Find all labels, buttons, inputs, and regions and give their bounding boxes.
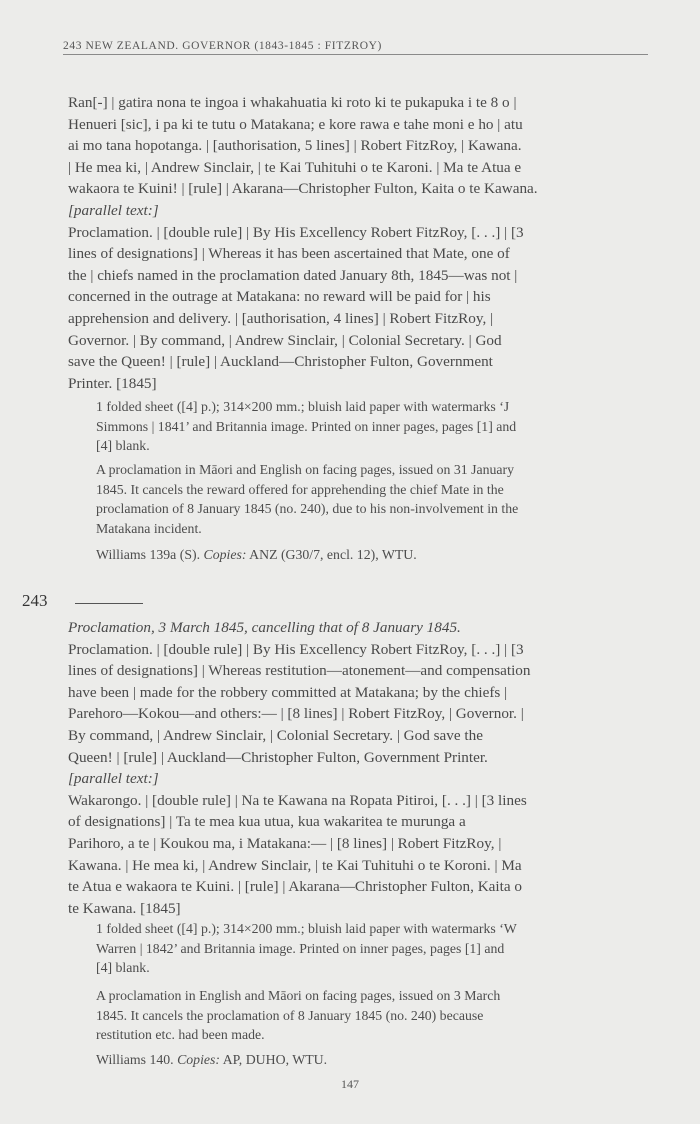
- entry2-line: [parallel text:]: [68, 770, 159, 788]
- entry2-line: Kawana. | He mea ki, | Andrew Sinclair, | te Kai Tuhituhi o te Koroni. | Ma: [68, 856, 522, 874]
- entry2-physical-note: [96, 919, 647, 978]
- note-line: Matakana incident.: [96, 520, 202, 536]
- running-head: 243 NEW ZEALAND. GOVERNOR (1843-1845 : FITZROY): [63, 40, 648, 55]
- note-line: Warren | 1842’ and Britannia image. Printed on inner pages, pages [1] and: [96, 940, 505, 956]
- entry1-reference: [96, 545, 647, 565]
- entry2-reference: [96, 1050, 647, 1070]
- entry2-line: te Kawana. [1845]: [68, 899, 181, 917]
- note-line: proclamation of 8 January 1845 (no. 240), due to his non-involvement in the: [96, 501, 519, 516]
- entry1-line: Proclamation. | [double rule] | By His Excellency Robert FitzRoy, [. . .] | [3: [68, 223, 524, 241]
- entry1-body: [68, 92, 648, 394]
- entry2-description-note: [96, 986, 647, 1045]
- note-line: 1845. It cancels the reward offered for apprehending the chief Mate in the: [96, 481, 504, 497]
- note-line: [4] blank.: [96, 438, 150, 453]
- note-line: 1 folded sheet ([4] p.); 314×200 mm.; bluish laid paper with watermarks ‘J: [96, 399, 510, 414]
- reference-source: Williams 140.: [96, 1052, 174, 1067]
- entry2-line: Parehoro—Kokou—and others:— | [8 lines] | Robert FitzRoy, | Governor. |: [68, 705, 524, 723]
- note-line: restitution etc. had been made.: [96, 1027, 265, 1042]
- entry1-line: apprehension and delivery. | [authorisation, 4 lines] | Robert FitzRoy, |: [68, 309, 494, 327]
- entry2-line: Wakarongo. | [double rule] | Na te Kawana na Ropata Pitiroi, [. . .] | [3 lines: [68, 791, 527, 809]
- entry1-description-note: [96, 460, 647, 538]
- entry1-line: save the Queen! | [rule] | Auckland—Christopher Fulton, Government: [68, 353, 493, 371]
- copies-label: Copies:: [203, 547, 247, 562]
- note-line: A proclamation in Māori and English on facing pages, issued on 31 January: [96, 462, 515, 477]
- entry1-line: Ran[-] | gatira nona te ingoa i whakahuatia ki roto ki te pukapuka i te 8 o |: [68, 94, 517, 111]
- entry2-body: [68, 617, 648, 919]
- entry2-line: By command, | Andrew Sinclair, | Colonial Secretary. | God save the: [68, 726, 483, 744]
- entry1-line: | He mea ki, | Andrew Sinclair, | te Kai Tuhituhi o te Karoni. | Ma te Atua e: [68, 158, 522, 176]
- entry-number: 243: [22, 591, 48, 610]
- entry1-line: Governor. | By command, | Andrew Sinclair, | Colonial Secretary. | God: [68, 331, 502, 349]
- entry1-line: wakaora te Kuini! | [rule] | Akarana—Christopher Fulton, Kaita o te Kawana.: [68, 180, 538, 198]
- entry2-line: Queen! | [rule] | Auckland—Christopher Fulton, Government Printer.: [68, 748, 488, 766]
- entry1-line: concerned in the outrage at Matakana: no reward will be paid for | his: [68, 288, 491, 306]
- entry1-line: Henueri [sic], i pa ki te tutu o Matakana; e kore rawa e tahe moni e ho | atu: [68, 115, 523, 133]
- entry2-line: te Atua e wakaora te Kuini. | [rule] | Akarana—Christopher Fulton, Kaita o: [68, 878, 522, 896]
- note-line: [4] blank.: [96, 960, 150, 975]
- copies-label: Copies:: [177, 1052, 220, 1067]
- entry1-line: the | chiefs named in the proclamation dated January 8th, 1845—was not |: [68, 266, 518, 284]
- entry-dash-rule: [75, 603, 143, 604]
- entry2-line: have been | made for the robbery committed at Matakana; by the chiefs |: [68, 683, 508, 701]
- entry1-line: Printer. [1845]: [68, 374, 157, 392]
- note-line: A proclamation in English and Māori on facing pages, issued on 3 March: [96, 988, 501, 1003]
- entry1-line: ai mo tana hopotanga. | [authorisation, 5 lines] | Robert FitzRoy, | Kawana.: [68, 137, 522, 155]
- entry2-title: Proclamation, 3 March 1845, cancelling that of 8 January 1845.: [68, 619, 461, 636]
- entry1-line: [parallel text:]: [68, 201, 159, 219]
- reference-source: Williams 139a (S).: [96, 547, 201, 562]
- entry2-line: Parihoro, a te | Koukou ma, i Matakana:— | [8 lines] | Robert FitzRoy, |: [68, 834, 502, 852]
- copies-list: AP, DUHO, WTU.: [222, 1052, 328, 1067]
- page-number: 147: [341, 1077, 359, 1091]
- entry1-physical-note: [96, 397, 647, 456]
- note-line: 1845. It cancels the proclamation of 8 January 1845 (no. 240) because: [96, 1007, 484, 1023]
- copies-list: ANZ (G30/7, encl. 12), WTU.: [249, 547, 417, 562]
- entry2-line: lines of designations] | Whereas restitution—atonement—and compensation: [68, 662, 531, 680]
- note-line: Simmons | 1841’ and Britannia image. Printed on inner pages, pages [1] and: [96, 418, 517, 434]
- entry1-line: lines of designations] | Whereas it has been ascertained that Mate, one of: [68, 245, 510, 263]
- entry2-line: of designations] | Ta te mea kua utua, kua wakaritea te murunga a: [68, 813, 466, 831]
- note-line: 1 folded sheet ([4] p.); 314×200 mm.; bluish laid paper with watermarks ‘W: [96, 921, 517, 936]
- entry2-line: Proclamation. | [double rule] | By His Excellency Robert FitzRoy, [. . .] | [3: [68, 640, 524, 658]
